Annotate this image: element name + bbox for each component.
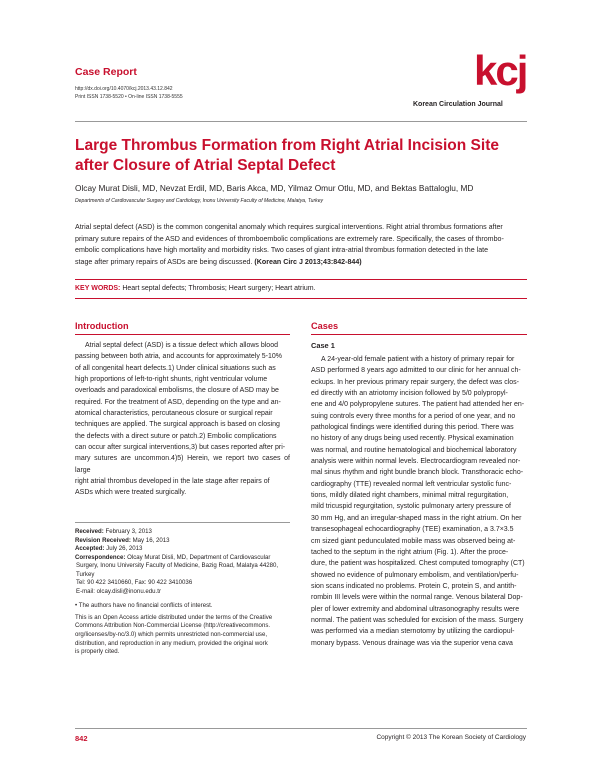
intro-line: passing between both atria, and accounts for approximately 5-10% bbox=[75, 353, 283, 361]
intro-line: techniques are applied. The surgical approach is based on closing bbox=[75, 421, 280, 429]
case-line: rombin III levels were within the normal range. Venous bilateral Dop- bbox=[311, 594, 523, 602]
footer-rule bbox=[75, 728, 527, 729]
received-line bbox=[75, 528, 290, 537]
case-line: was normal, and routine hematological and biochemical laboratory bbox=[311, 446, 517, 454]
case-line: suing controls every three months for a period of one year, and no bbox=[311, 412, 516, 420]
case-line: ASD performed 8 years ago admitted to our clinic for her annual ch- bbox=[311, 367, 521, 375]
case-line: 30 mm Hg, and an irregular-shaped mass in the right atrium. On her bbox=[311, 514, 522, 522]
intro-line: high proportions of left-to-right shunts, right ventricular volume bbox=[75, 376, 268, 384]
revision-line bbox=[75, 537, 290, 546]
introduction-rule bbox=[75, 334, 290, 335]
intro-line: right atrial thrombus developed in the late stage after repairs of bbox=[75, 478, 270, 486]
affiliation: Departments of Cardiovascular Surgery and Cardiology, Inonu University Faculty of Medicine, Malatya, Turkey bbox=[75, 198, 324, 204]
case-line: mild tricuspid regurgitation, systolic pulmonary artery pressure of bbox=[311, 503, 511, 511]
author-list: Olcay Murat Disli, MD, Nevzat Erdil, MD, Baris Akca, MD, Yilmaz Omur Otlu, MD, and Bektas Battaloglu, MD bbox=[75, 183, 474, 193]
abstract bbox=[75, 222, 527, 269]
doi-text[interactable]: http://dx.doi.org/10.4070/kcj.2013.43.12.842 bbox=[75, 86, 173, 92]
case-line: transesophageal echocardiography (TEE) examination, a 3.7×3.5 bbox=[311, 526, 514, 534]
correspondence-block bbox=[75, 528, 290, 657]
intro-line: Atrial septal defect (ASD) is a tissue defect which allows blood bbox=[85, 342, 278, 349]
intro-line: atomical characteristics, percutaneous closure or surgical repair bbox=[75, 410, 273, 418]
case-1-heading: Case 1 bbox=[311, 341, 335, 350]
corr-line: Tel: 90 422 3410660, Fax: 90 422 3410036 bbox=[76, 579, 193, 587]
keywords-rule-bottom bbox=[75, 298, 527, 299]
page-number: 842 bbox=[75, 734, 88, 743]
case-line: eckups. In her previous primary repair surgery, the defect was clos- bbox=[311, 378, 520, 386]
case-line: pler of lower extremity and abdominal ultrasonography results were bbox=[311, 605, 520, 613]
corr-text: Olcay Murat Disli, MD, Department of Cardiovascular bbox=[127, 553, 271, 561]
keywords-rule-top bbox=[75, 279, 527, 280]
cases-heading: Cases bbox=[311, 321, 339, 331]
cases-body bbox=[311, 354, 527, 649]
email-line[interactable]: E-mail: olcay.disli@inonu.edu.tr bbox=[76, 587, 161, 595]
corr-line: Surgery, Inonu University Faculty of Medicine, Bazig Road, Malatya 44280, bbox=[76, 562, 279, 570]
header-rule bbox=[75, 121, 527, 122]
case-line: showed no evidence of pulmonary embolism, and ventilation/perfu- bbox=[311, 571, 519, 579]
keywords-text: Heart septal defects; Thrombosis; Heart surgery; Heart atrium. bbox=[122, 285, 316, 292]
correspondence-rule bbox=[75, 522, 290, 523]
accepted-label: Accepted: bbox=[75, 545, 105, 553]
case-line: mal sinus rhythm and right bundle branch block. Transthoracic echo- bbox=[311, 469, 524, 477]
abstract-line: Atrial septal defect (ASD) is the common congenital anomaly which requires surgical interventions. Right atrial thrombus formations after bbox=[75, 223, 503, 231]
case-line: dure, the patient was hospitalized. Chest computed tomography (CT) bbox=[311, 560, 525, 568]
introduction-heading: Introduction bbox=[75, 321, 129, 331]
abstract-line: embolic complications have high mortality and morbidity risks. Two cases of giant intra-atrial thrombus formation detected in the late bbox=[75, 246, 489, 255]
case-line: was performed via a median sternotomy by utilizing the cardiopul- bbox=[311, 628, 515, 636]
revision-label: Revision Received: bbox=[75, 536, 131, 544]
accepted-line bbox=[75, 545, 290, 554]
intro-line: overloads and paradoxical embolisms, the closure of ASD may be bbox=[75, 387, 279, 395]
case-line: tached to the septum in the right atrium (Fig. 1). After the proce- bbox=[311, 548, 509, 556]
case-line: ene and 4/0 polypropylene sutures. The patient had attended her en- bbox=[311, 401, 525, 409]
abstract-line bbox=[75, 257, 527, 269]
case-line: sion scans indicated no problems. Protein C, protein S, and antith- bbox=[311, 582, 517, 590]
cases-rule bbox=[311, 334, 527, 335]
case-line: pathological findings were identified during this period. There was bbox=[311, 424, 514, 432]
intro-line: of all congenital heart defects.1) Under clinical situations such as bbox=[75, 364, 276, 372]
corr-label: Correspondence: bbox=[75, 553, 126, 561]
case-line: monary bypass. Venous drainage was via the superior vena cava bbox=[311, 639, 513, 647]
abstract-line: primary suture repairs of the ASD and evidences of thromboembolic complications are extremely rare. Specifically, the cases of thrombo- bbox=[75, 234, 504, 243]
journal-name: Korean Circulation Journal bbox=[413, 101, 503, 108]
license-line: This is an Open Access article distributed under the terms of the Creative bbox=[75, 613, 273, 621]
corr-line bbox=[75, 554, 290, 563]
keywords bbox=[75, 285, 527, 292]
received-date: February 3, 2013 bbox=[105, 528, 152, 535]
conflict-statement: • The authors have no financial conflicts of interest. bbox=[75, 602, 213, 610]
corr-line: Turkey bbox=[76, 570, 95, 578]
license-line: is properly cited. bbox=[75, 648, 120, 656]
journal-logo: kcj bbox=[474, 47, 527, 94]
case-line: cm sized giant pedunculated mobile mass was observed being at- bbox=[311, 537, 516, 545]
article-type-label: Case Report bbox=[75, 66, 137, 78]
accepted-date: July 26, 2013 bbox=[106, 545, 143, 553]
abstract-last-line: stage after primary repairs of ASDs are being discussed. bbox=[75, 258, 253, 267]
case-line: normal. The patient was scheduled for excision of the mass. Surgery bbox=[311, 616, 524, 624]
case-line: A 24-year-old female patient with a history of primary repair for bbox=[321, 356, 515, 363]
received-label: Received: bbox=[75, 528, 104, 535]
intro-line: mary sutures are uncommon.4)5) Herein, we report two cases of large bbox=[75, 455, 290, 474]
title-line-2: after Closure of Atrial Septal Defect bbox=[75, 157, 336, 174]
issn-text: Print ISSN 1738-5520 • On-line ISSN 1738-5555 bbox=[75, 94, 183, 100]
citation: (Korean Circ J 2013;43:842-844) bbox=[254, 258, 362, 267]
case-line: ed directly with an atriotomy incision followed by 5/0 polypropyl- bbox=[311, 390, 508, 398]
keywords-label: KEY WORDS: bbox=[75, 285, 121, 292]
license-line: org/licenses/by-nc/3.0) which permits unrestricted non-commercial use, bbox=[75, 631, 268, 639]
intro-line: required. For the treatment of ASD, depending on the type and an- bbox=[75, 398, 281, 406]
case-line: tions, mildly dilated right chambers, minimal mitral regurgitation, bbox=[311, 492, 509, 500]
article-title bbox=[75, 136, 535, 176]
intro-line: ASDs which were treated surgically. bbox=[75, 489, 187, 497]
intro-line: the defects with a direct suture or patch.2) Embolic complications bbox=[75, 432, 277, 440]
copyright: Copyright © 2013 The Korean Society of Cardiology bbox=[376, 734, 526, 741]
case-line: cardiography (TTE) revealed normal left ventricular systolic func- bbox=[311, 480, 512, 488]
revision-date: May 16, 2013 bbox=[132, 536, 170, 544]
title-line-1: Large Thrombus Formation from Right Atrial Incision Site bbox=[75, 137, 499, 154]
license-line[interactable]: Commons Attribution Non-Commercial License (http://creativecommons. bbox=[75, 622, 271, 630]
case-line: no history of any drugs being used recently. Physical examination bbox=[311, 435, 514, 443]
case-line: analysis were within normal levels. Electrocardiogram revealed nor- bbox=[311, 458, 521, 466]
license-line: distribution, and reproduction in any medium, provided the original work bbox=[75, 639, 268, 647]
intro-line: can occur after surgical interventions,3) but cases reported after pri- bbox=[75, 444, 286, 452]
introduction-body bbox=[75, 340, 290, 499]
